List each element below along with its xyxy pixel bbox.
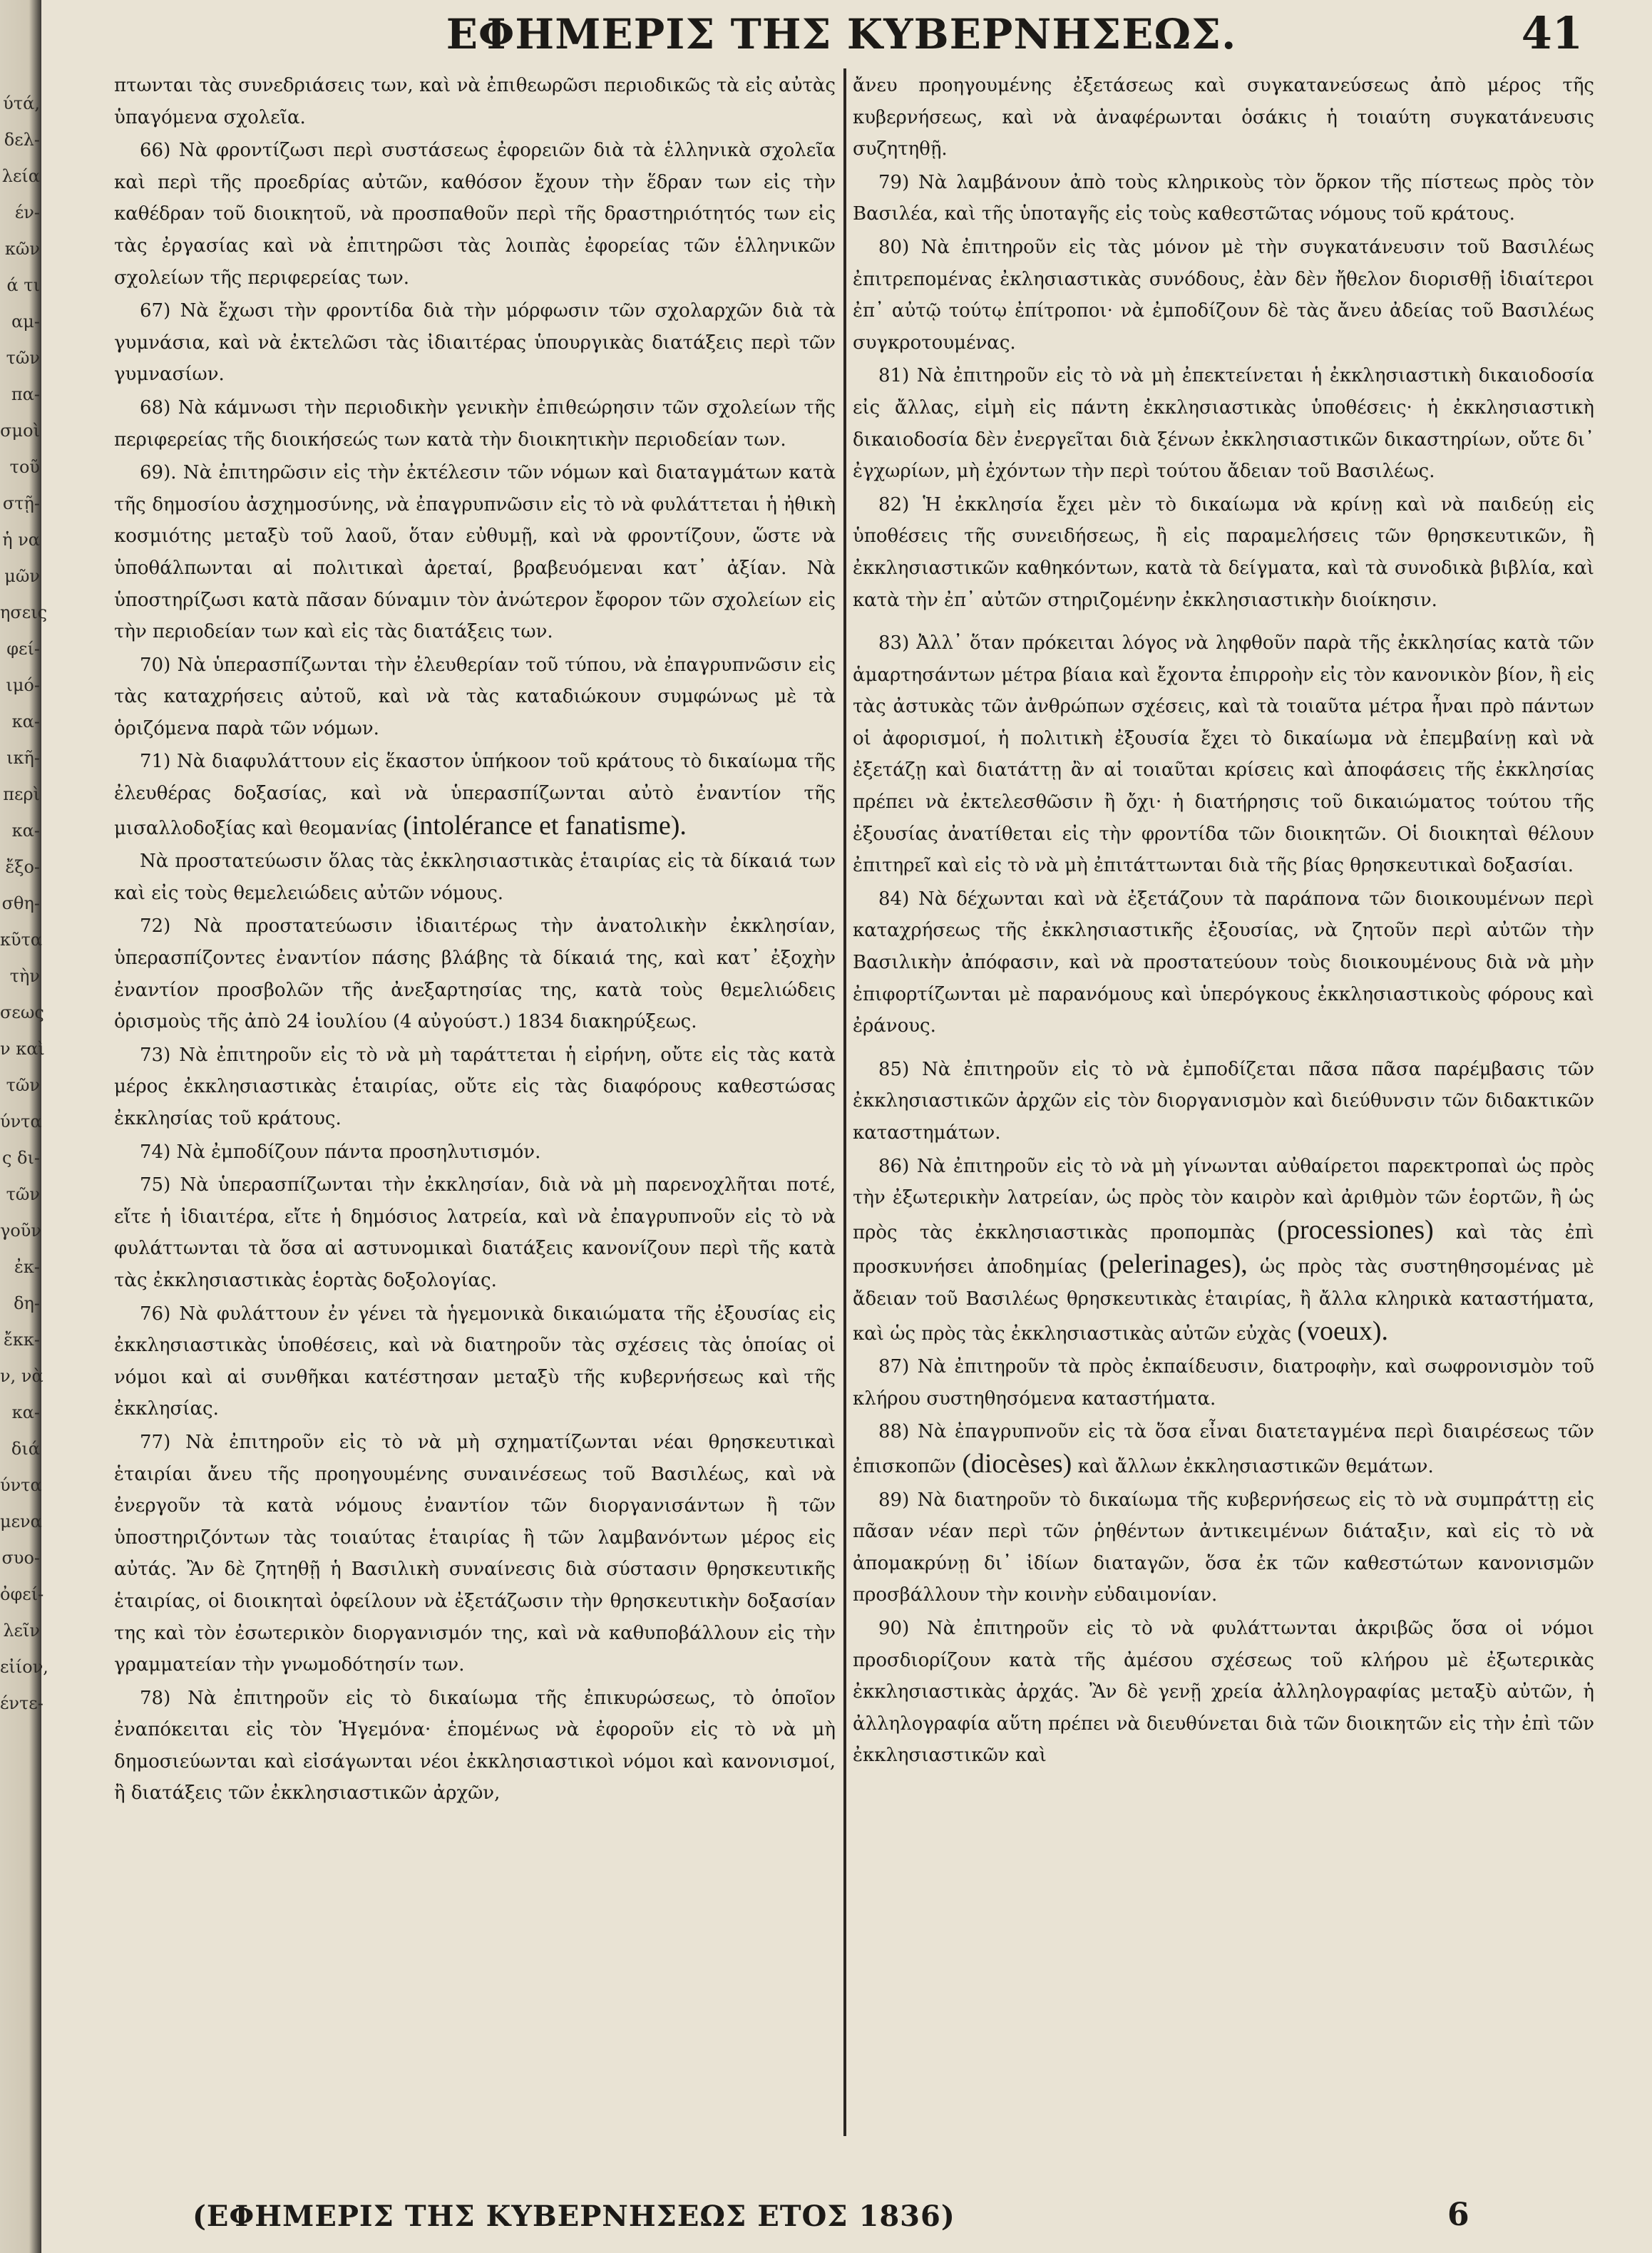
fragment: τῶν xyxy=(6,348,40,368)
article-71 xyxy=(114,746,836,844)
fragment: μενα xyxy=(0,1512,42,1531)
fragment: κῶν xyxy=(4,239,40,259)
fragment: δελ- xyxy=(4,130,40,150)
fragment: ύντα xyxy=(0,1475,42,1495)
page-number: 41 xyxy=(1521,7,1583,59)
fragment: σθη- xyxy=(1,893,40,913)
fragment: ὀφεί- xyxy=(0,1584,44,1604)
fragment: γοῦν xyxy=(0,1221,41,1241)
sheet-number: 6 xyxy=(1447,2197,1469,2233)
fragment: ἔξο- xyxy=(5,857,40,877)
fragment: λεῖν xyxy=(3,1621,40,1641)
article-86 xyxy=(853,1151,1594,1350)
fragment: ν, νὰ xyxy=(0,1366,43,1386)
fragment: ά τι xyxy=(6,275,40,295)
adjacent-page-fragments xyxy=(0,86,48,2153)
fragment: ἡ να xyxy=(2,530,40,550)
article-85: 85) Νὰ ἐπιτηροῦν εἰς τὸ νὰ ἐμποδίζεται πᾶσα πᾶσα παρέμβασις τῶν ἐκκλησιαστικῶν ἀρχῶν εἰς τὸν διοργανισμὸν καὶ διεύθυνσιν τῶν διδακτικῶν καταστημάτων. xyxy=(853,1058,1594,1144)
gazette-title: ΕΦΗΜΕΡΙΣ ΤΗΣ ΚΥΒΕΡΝΗΣΕΩΣ. xyxy=(446,10,1237,58)
article-71-text: 71) Νὰ διαφυλάττουν εἰς ἕκαστον ὑπήκοον τοῦ κράτους τὸ δικαίωμα τῆς ἐλευθέρας δοξασίας, καὶ νὰ ὑπερασπίζωνται αὐτὸ ἐναντίον τῆς μισαλλοδοξίας καὶ θεομανίας xyxy=(114,751,836,839)
fragment: περὶ xyxy=(3,784,40,804)
fragment: ἐκ- xyxy=(14,1257,40,1277)
fragment: έντε- xyxy=(0,1693,43,1713)
column-divider xyxy=(843,68,846,2136)
latin-term: (diocèses) xyxy=(962,1448,1072,1479)
article-67: 67) Νὰ ἔχωσι τὴν φροντίδα διὰ τὴν μόρφωσιν τῶν σχολαρχῶν διὰ τὰ γυμνάσια, καὶ νὰ ἐκτελῶσι τὰς ἰδιαιτέρας ὑπουργικὰς διατάξεις περὶ τῶν γυμνασίων. xyxy=(114,300,836,386)
article-79: 79) Νὰ λαμβάνουν ἀπὸ τοὺς κληρικοὺς τὸν ὅρκον τῆς πίστεως πρὸς τὸν Βασιλέα, καὶ τῆς ὑποταγῆς εἰς τοὺς καθεστῶτας νόμους τοῦ κράτους. xyxy=(853,171,1594,225)
article-66: 66) Νὰ φροντίζωσι περὶ συστάσεως ἐφορειῶν διὰ τὰ ἑλληνικὰ σχολεῖα καὶ περὶ τῆς προεδρίας αὐτῶν, καθόσον ἔχουν τὴν ἕδραν των εἰς τὴν καθέδραν τοῦ διοικητοῦ, νὰ προσπαθοῦν περὶ τῆς δραστηριότητός των εἰς τὰς ἐργασίας καὶ νὰ ἐπιτηρῶσι τὰς λοιπὰς ἐφορείας τῶν ἑλληνικῶν σχολείων τῆς περιφερείας των. xyxy=(114,140,836,289)
article-78: 78) Νὰ ἐπιτηροῦν εἰς τὸ δικαίωμα τῆς ἐπικυρώσεως, τὸ ὁποῖον ἐναπόκειται εἰς τὸν Ἡγεμόνα· ἑπομένως νὰ ἐφοροῦν εἰς τὸ νὰ μὴ δημοσιεύωνται καὶ εἰσάγωνται νέοι ἐκκλησιαστικοὶ νόμοι καὶ κανονισμοί, ἢ διατάξεις τῶν ἐκκλησιαστικῶν ἀρχῶν, xyxy=(114,1687,836,1805)
article-77: 77) Νὰ ἐπιτηροῦν εἰς τὸ νὰ μὴ σχηματίζωνται νέαι θρησκευτικαὶ ἑταιρίαι ἄνευ τῆς προηγουμένης συναινέσεως τοῦ Βασιλέως, καὶ νὰ ἐνεργοῦν τὰ κατὰ νόμους ἐναντίον τῶν διοργανισάντων ἢ τῶν ὑποστηριζόντων τὰς τοιαύτας ἑταιρίας ἢ τῶν λαμβανόντων μέρος εἰς αὐτάς. Ἂν δὲ ζητηθῇ ἡ Βασιλικὴ συναίνεσις διὰ σύστασιν θρησκευτικῆς ἑταιρίας, οἱ διοικηταὶ ὀφείλουν νὰ ἐξετάζωσιν τὴν θρησκευτικὴν δοξασίαν της καὶ τὸν ἐσωτερικὸν διοργανισμόν της, καὶ νὰ καθυποβάλλουν εἰς τὴν γραμματείαν τὴν γνωμοδότησίν των. xyxy=(114,1431,836,1676)
fragment: τὴν xyxy=(9,966,40,986)
fragment: ικῆ- xyxy=(6,748,40,768)
page-footer xyxy=(193,2197,1583,2242)
article-72: 72) Νὰ προστατεύωσιν ἰδιαιτέρως τὴν ἀνατολικὴν ἐκκλησίαν, ὑπερασπίζοντες ἐναντίον πάσης βλάβης τὰ δίκαιά της, καὶ κατ᾽ ἐξοχὴν ἐναντίον προσβολῶν τῆς ἀνεξαρτησίας της, κατὰ τοὺς θεμελιώδεις ὁρισμοὺς τῆς ἀπὸ 24 ἰουλίου (4 αὐγούστ.) 1834 διακηρύξεως. xyxy=(114,915,836,1033)
article-74: 74) Νὰ ἐμποδίζουν πάντα προσηλυτισμόν. xyxy=(140,1141,541,1163)
fragment: εἰίον, xyxy=(0,1657,48,1677)
article-88 xyxy=(853,1416,1594,1482)
fragment: τῶν xyxy=(6,1075,40,1095)
fragment: κα- xyxy=(11,712,40,732)
article-73: 73) Νὰ ἐπιτηροῦν εἰς τὸ νὰ μὴ ταράττεται ἡ εἰρήνη, οὔτε εἰς τὰς κατὰ μέρος ἐκκλησιαστικὰς ἑταιρίας, οὔτε εἰς τὰς διαφόρους καθεστώσας ἐκκλησίας τοῦ κράτους. xyxy=(114,1044,836,1129)
fragment: διά xyxy=(11,1439,40,1459)
article-87: 87) Νὰ ἐπιτηροῦν τὰ πρὸς ἐκπαίδευσιν, διατροφὴν, καὶ σωφρονισμὸν τοῦ κλήρου συστηθησόμενα καταστήματα. xyxy=(853,1356,1594,1410)
fragment: σεως xyxy=(0,1002,44,1022)
right-column xyxy=(853,70,1594,2123)
page-header xyxy=(100,4,1583,61)
article-75: 75) Νὰ ὑπερασπίζωνται τὴν ἐκκλησίαν, διὰ νὰ μὴ παρενοχλῆται ποτέ, εἴτε ἡ ἰδιαιτέρα, εἴτε ἡ δημόσιος λατρεία, καὶ νὰ ἐπαγρυπνοῦν εἰς τὸ νὰ φυλάττωνται τὰ ὅσα αἱ αστυνομικαὶ διατάξεις κανονίζουν περὶ τῆς κατὰ τὰς ἐκκλησιαστικὰς ἑορτὰς δοξολογίας. xyxy=(114,1174,836,1291)
article-81: 81) Νὰ ἐπιτηροῦν εἰς τὸ νὰ μὴ ἐπεκτείνεται ἡ ἐκκλησιαστικὴ δικαιοδοσία εἰς ἄλλας, εἰμὴ εἰς πάντη ἐκκλησιαστικὰς ὑποθέσεις· ἡ ἐκκλησιαστικὴ δικαιοδοσία δὲν ἐνεργεῖται διὰ ξένων ἐκκλησιαστικῶν δικαστηρίων, οὔτε δι᾽ ἐγχωρίων, μὴ ἐχόντων τὴν περὶ τούτου ἄδειαν τοῦ Βασιλέως. xyxy=(853,365,1594,483)
article-83: 83) Ἀλλ᾽ ὅταν πρόκειται λόγος νὰ ληφθοῦν παρὰ τῆς ἐκκλησίας κατὰ τῶν ἁμαρτησάντων μέτρα βίαια καὶ ἔχοντα ἐπιρροὴν εἰς τὸν κανονικὸν βίον, ἢ εἰς τὰς ἀστυκὰς τῶν ἀνθρώπων σχέσεις, καὶ τὰ τοιαῦτα μέτρα ἦναι πρὸ πάντων οἱ ἀφορισμοί, ἡ πολιτικὴ ἐξουσία ἔχει τὸ δικαίωμα νὰ ἐπεμβαίνῃ καὶ νὰ ἐξετάζῃ καὶ διατάττῃ ἂν αἱ τοιαῦται κρίσεις καὶ ἀποφάσεις τῆς ἐκκλησίας πρέπει νὰ ἐκτελεσθῶσιν ἢ ὄχι· ἡ διατήρησις τοῦ δικαιώματος τούτου τῆς ἐξουσίας ἀνατίθεται εἰς τὴν φροντίδα τῶν διοικητῶν. Οἱ διοικηταὶ θέλουν ἐπιτηρεῖ καὶ εἰς τὸ νὰ μὴ ἐπιτάττωνται διὰ τῆς βίας θρησκευτικαὶ δοξασίαι. xyxy=(853,632,1594,877)
fragment: κα- xyxy=(11,1402,40,1422)
fragment: τῶν xyxy=(6,1184,40,1204)
article-84: 84) Νὰ δέχωνται καὶ νὰ ἐξετάζουν τὰ παράπονα τῶν διοικουμένων περὶ καταχρήσεως τῆς ἐκκλησιαστικῆς ἐξουσίας, νὰ ζητοῦν περὶ αὐτῶν τὴν Βασιλικὴν ἀπόφασιν, καὶ νὰ προστατεύουν τοὺς διοικουμένους διὰ νὰ μὴν ἐπιφορτίζωνται μὲ παρανόμους καὶ ὑπερόγκους ἐκκλησιαστικοὺς φόρους καὶ ἐράνους. xyxy=(853,888,1594,1037)
article-90: 90) Νὰ ἐπιτηροῦν εἰς τὸ νὰ φυλάττωνται ἀκριβῶς ὅσα οἱ νόμοι προσδιορίζουν κατὰ τῆς ἀμέσου σχέσεως τοῦ κλήρου μὲ ἐξωτερικὰς ἐκκλησιαστικὰς ἀρχάς. Ἂν δὲ γενῇ χρεία ἀλληλογραφίας μεταξὺ αὐτῶν, ἡ ἀλληλογραφία αὕτη πρέπει νὰ διευθύνεται διὰ τῶν διοικητῶν εἰς τὴν ἐπὶ τῶν ἐκκλησιαστικῶν καὶ xyxy=(853,1617,1594,1767)
fragment: ύτά, xyxy=(3,93,40,113)
fragment: έν- xyxy=(14,202,40,222)
article-89: 89) Νὰ διατηροῦν τὸ δικαίωμα τῆς κυβερνήσεως εἰς τὸ νὰ συμπράττῃ εἰς πᾶσαν νέαν περὶ τῶν ῥηθέντων ἀντικειμένων διάταξιν, καὶ εἰς τὸ νὰ ἀπομακρύνῃ δι᾽ ἰδίων διαταγῶν, ὅσα ἐκ τῶν καθεστώτων κανονισμῶν προσβάλλουν τὴν κοινὴν εὐδαιμονίαν. xyxy=(853,1489,1594,1606)
fragment: τοῦ xyxy=(9,457,40,477)
fragment: στῇ- xyxy=(2,493,40,513)
article-88-text: 88) Νὰ ἐπαγρυπνοῦν εἰς τὰ ὅσα εἶναι διατεταγμένα περὶ διαιρέσεως τῶν ἐπισκοπῶν xyxy=(853,1421,1594,1477)
fragment: ν καὶ xyxy=(0,1039,45,1059)
fragment: δη- xyxy=(14,1293,40,1313)
paragraph-continuation: ἄνευ προηγουμένης ἐξετάσεως καὶ συγκατανεύσεως ἀπὸ μέρος τῆς κυβερνήσεως, καὶ νὰ ἀναφέρωνται ὁσάκις ἡ τοιαύτη συγκατάνευσις συζητηθῇ. xyxy=(853,75,1594,160)
article-80: 80) Νὰ ἐπιτηροῦν εἰς τὰς μόνον μὲ τὴν συγκατάνευσιν τοῦ Βασιλέως ἐπιτρεπομένας ἐκλησιαστικὰς συνόδους, ἐὰν δὲν ἤθελον διορισθῇ ἰδιαίτεροι ἐπ᾽ αὐτῷ τούτῳ ἐπίτροποι· νὰ ἐμποδίζουν δὲ τὰς ἄνευ ἀδείας τοῦ Βασιλέως συγκροτουμένας. xyxy=(853,236,1594,354)
article-71-addendum: Νὰ προστατεύωσιν ὅλας τὰς ἐκκλησιαστικὰς ἑταιρίας εἰς τὰ δίκαιά των καὶ εἰς τοὺς θεμελειώδεις αὐτῶν νόμους. xyxy=(114,851,836,904)
fragment: κα- xyxy=(11,821,40,841)
fragment: ς δι- xyxy=(1,1148,40,1168)
fragment: πα- xyxy=(11,384,40,404)
fragment: ύντα xyxy=(0,1112,42,1131)
latin-term: (processiones) xyxy=(1277,1214,1434,1245)
latin-term: (pelerinages), xyxy=(1099,1249,1248,1280)
article-76: 76) Νὰ φυλάττουν ἐν γένει τὰ ἡγεμονικὰ δικαιώματα τῆς ἐξουσίας εἰς ἐκκλησιαστικὰς ὑποθέσεις, καὶ νὰ διατηροῦν τὰς σχέσεις τὰς ὁποίας οἱ νόμοι καὶ αἱ συνθῆκαι κατέστησαν μεταξὺ τῆς κυβερνήσεως καὶ τῆς ἐκκλησίας. xyxy=(114,1303,836,1420)
article-86-text: 86) Νὰ ἐπιτηροῦν εἰς τὸ νὰ μὴ γίνωνται αὐθαίρετοι παρεκτροπαὶ ὡς πρὸς τὴν ἐξωτερικὴν λατρείαν, ὡς πρὸς τὸν καιρὸν καὶ ἀριθμὸν τῶν ἑορτῶν, ἢ ὡς πρὸς τὰς ἐκκλησιαστικὰς προπομπὰς xyxy=(853,1155,1594,1243)
left-column xyxy=(114,70,836,2123)
latin-term: (voeux). xyxy=(1297,1315,1389,1346)
fragment: συο- xyxy=(1,1548,40,1568)
fragment: ἔκκ- xyxy=(4,1330,40,1350)
article-70: 70) Νὰ ὑπερασπίζωνται τὴν ἐλευθερίαν τοῦ τύπου, νὰ ἐπαγρυπνῶσιν εἰς τὰς καταχρήσεις αὐτοῦ, καὶ νὰ τὰς καταδιώκουν συμφώνως μὲ τὰ ὁριζόμενα παρὰ τῶν νόμων. xyxy=(114,654,836,739)
article-82: 82) Ἡ ἐκκλησία ἔχει μὲν τὸ δικαίωμα νὰ κρίνῃ καὶ νὰ παιδεύῃ εἰς ὑποθέσεις τῆς συνειδήσεως, ἢ εἰς παραμελήσεις τῶν θρησκευτικῶν, ἢ ἐκκλησιαστικῶν καθηκόντων, κατὰ τὰ δείγματα, καὶ τὰ συνοδικὰ βιβλία, καὶ κατὰ τὴν ἐπ᾽ αὐτῶν στηριζομένην ἐκκλησιαστικὴν διοίκησιν. xyxy=(853,493,1594,611)
paragraph-continuation: πτωνται τὰς συνεδριάσεις των, καὶ νὰ ἐπιθεωρῶσι περιοδικῶς τὰ εἰς αὐτὰς ὑπαγόμενα σχολεῖα. xyxy=(114,75,836,128)
article-86-text-2: καὶ τὰς ἐπὶ προσκυνήσει ἀποδημίας xyxy=(853,1221,1594,1278)
fragment: κῦτα xyxy=(0,930,43,950)
footer-label: (ΕΦΗΜΕΡΙΣ ΤΗΣ ΚΥΒΕΡΝΗΣΕΩΣ ΕΤΟΣ 1836) xyxy=(193,2200,955,2233)
fragment: φεί- xyxy=(6,639,40,659)
article-69: 69). Νὰ ἐπιτηρῶσιν εἰς τὴν ἐκτέλεσιν τῶν νόμων καὶ διαταγμάτων κατὰ τῆς δημοσίου ἀσχημοσύνης, νὰ ἐπαγρυπνῶσιν εἰς τὸ νὰ φυλάττεται ἡ ἠθικὴ κοσμιότης μεταξὺ τοῦ λαοῦ, ὅταν εὐθυμῇ, καὶ νὰ φροντίζουν, ὥστε νὰ ὑποθάλπωνται αἱ πολιτικαὶ ἀρεταί, βραβευόμεναι κατ᾽ ἀξίαν. Νὰ ὑποστηρίζωσι κατὰ πᾶσαν δύναμιν τὸν ἀνώτερον ἔφορον τῶν σχολείων εἰς τὴν περιοδείαν των καὶ εἰς τὰς διατάξεις των. xyxy=(114,462,836,643)
fragment: αμ- xyxy=(11,312,40,332)
fragment: ησεις xyxy=(0,602,48,622)
latin-term: (intolérance et fanatisme). xyxy=(403,810,687,841)
article-88-text-2: καὶ ἄλλων ἐκκλησιαστικῶν θεμάτων. xyxy=(1077,1455,1434,1477)
fragment: λεία xyxy=(1,166,40,186)
fragment: ιμό- xyxy=(6,675,40,695)
fragment: σμοὶ xyxy=(0,421,40,441)
article-86-text-3: ὡς πρὸς τὰς συστηθησομένας μὲ ἄδειαν τοῦ Βασιλέως θρησκευτικὰς ἑταιρίας, ἢ ἄλλα κληρικὰ καταστήματα, καὶ ὡς πρὸς τὰς ἐκκλησιαστικὰς αὐτῶν εὐχὰς xyxy=(853,1256,1595,1345)
fragment: μῶν xyxy=(4,566,40,586)
article-68: 68) Νὰ κάμνωσι τὴν περιοδικὴν γενικὴν ἐπιθεώρησιν τῶν σχολείων τῆς περιφερείας τῆς διοικήσεώς των κατὰ τὴν διοικητικὴν περιοδείαν των. xyxy=(114,396,836,451)
